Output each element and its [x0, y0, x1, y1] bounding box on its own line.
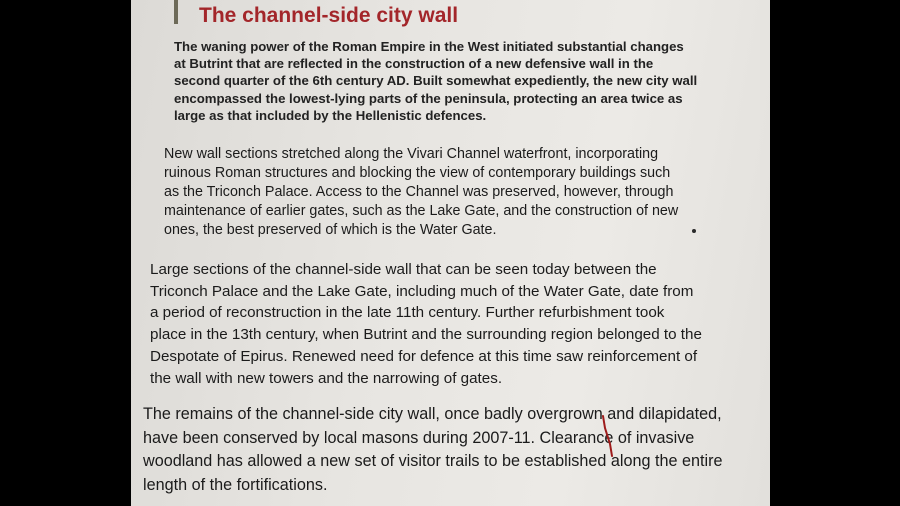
text-line: large as that included by the Hellenistic defences. [174, 107, 487, 123]
sign-title: The channel-side city wall [199, 4, 459, 27]
text-line: New wall sections stretched along the Vivari Channel waterfront, incorporating [164, 146, 659, 162]
text-line: maintenance of earlier gates, such as the Lake Gate, and the construction of new [164, 203, 679, 219]
text-line: length of the fortifications. [143, 475, 328, 494]
red-scratch-mark [601, 414, 613, 458]
surface-blemish [692, 229, 696, 233]
text-line: The waning power of the Roman Empire in the West initiated substantial changes [174, 39, 684, 54]
paragraph-roman-decline [174, 38, 697, 124]
paragraph-reconstruction [150, 259, 702, 389]
text-line: have been conserved by local masons during 2007-11. Clearance of invasive [143, 428, 695, 447]
text-line: woodland has allowed a new set of visitor trails to be established along the entire [143, 452, 723, 470]
text-line: ones, the best preserved of which is the Water Gate. [164, 222, 497, 238]
information-sign [131, 0, 770, 506]
paragraph-conservation [143, 403, 723, 497]
title-accent-bar [174, 0, 178, 24]
text-line: ruinous Roman structures and blocking the view of contemporary buildings such [164, 165, 671, 181]
text-line: second quarter of the 6th century AD. Built somewhat expediently, the new city wall [174, 73, 698, 89]
text-line: Triconch Palace and the Lake Gate, including much of the Water Gate, date from [150, 282, 694, 300]
text-line: Large sections of the channel-side wall that can be seen today between the [150, 261, 657, 278]
text-line: Despotate of Epirus. Renewed need for defence at this time saw reinforcement of [150, 347, 698, 365]
text-line: encompassed the lowest-lying parts of the peninsula, protecting an area twice as [174, 90, 683, 106]
paragraph-channel-waterfront [164, 145, 678, 240]
text-line: place in the 13th century, when Butrint and the surrounding region belonged to the [150, 326, 702, 344]
text-line: at Butrint that are reflected in the construction of a new defensive wall in the [174, 56, 654, 72]
text-line: The remains of the channel-side city wall, once badly overgrown and dilapidated, [143, 405, 722, 423]
text-line: a period of reconstruction in the late 11th century. Further refurbishment took [150, 304, 665, 322]
text-line: as the Triconch Palace. Access to the Channel was preserved, however, through [164, 184, 674, 200]
text-line: the wall with new towers and the narrowing of gates. [150, 369, 503, 387]
